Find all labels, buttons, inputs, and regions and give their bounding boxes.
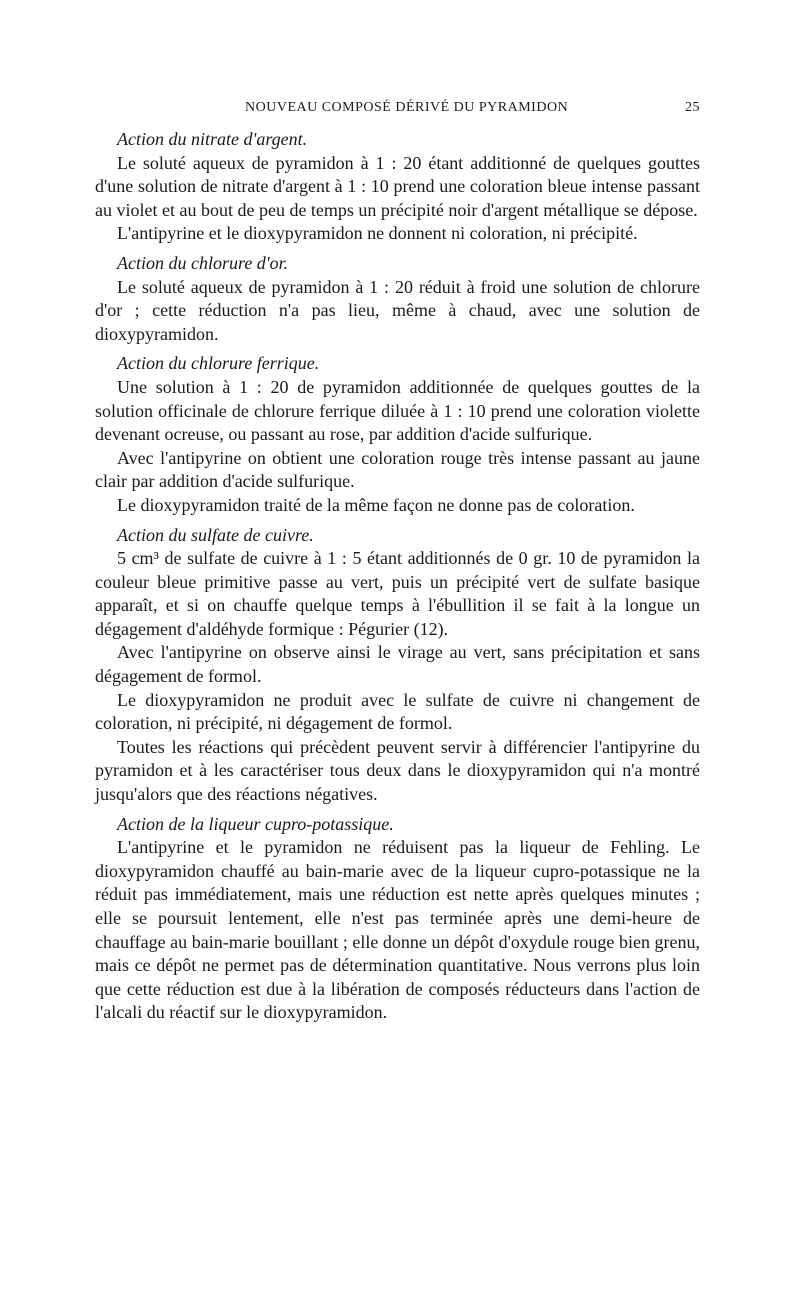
section-heading-chlorure-ferrique: Action du chlorure ferrique. (117, 353, 320, 374)
paragraph: 5 cm³ de sulfate de cuivre à 1 : 5 étant additionnés de 0 gr. 10 de pyramidon la couleur bleue primitive passe au vert, puis un précipité vert de sulfate basique apparaît, et si on chauffe quelque temps à l'ébullition il se fait à la longue un dégagement d'aldéhyde formique : Pégurier (12). (95, 548, 700, 639)
section-heading-chlorure-or: Action du chlorure d'or. (117, 252, 289, 273)
paragraph: Toutes les réactions qui précèdent peuvent servir à différencier l'antipyrine du pyramidon et à les caractériser tous deux dans le dioxypyramidon qui n'a montré jusqu'alors que des réactions négatives. (95, 736, 700, 805)
paragraph: Avec l'antipyrine on observe ainsi le virage au vert, sans précipitation et sans dégagement de formol. (95, 642, 700, 687)
section-heading-nitrate: Action du nitrate d'argent. (117, 129, 308, 149)
section-heading-sulfate-cuivre: Action du sulfate de cuivre. (117, 524, 314, 545)
paragraph: Le soluté aqueux de pyramidon à 1 : 20 étant additionné de quelques gouttes d'une solution de nitrate d'argent à 1 : 10 prend une coloration bleue intense passant au violet et au bout de peu de temps un précipité noir d'argent métallique se dépose. (95, 152, 700, 220)
running-head (95, 100, 700, 120)
paragraph: Une solution à 1 : 20 de pyramidon additionnée de quelques gouttes de la solution officinale de chlorure ferrique diluée à 1 : 10 prend une coloration violette devenant ocreuse, ou passant au rose, par addition d'acide sulfurique. (95, 376, 700, 445)
paragraph: L'antipyrine et le pyramidon ne réduisent pas la liqueur de Fehling. Le dioxypyramidon chauffé au bain-marie avec de la liqueur cupro-potassique ne la réduit pas immédiatement, mais une réduction est nette après quelques minutes ; elle se poursuit lentement, elle n'est pas terminée après une demi-heure de chauffage au bain-marie bouillant ; elle donne un dépôt d'oxydule rouge bien grenu, mais ce dépôt ne permet pas de détermination quantitative. Nous verrons plus loin que cette réduction est due à la libération de composés réducteurs dans l'action de l'alcali du réactif sur le dioxypyramidon. (95, 837, 700, 1023)
page-number: 25 (685, 100, 700, 115)
paragraph: Le dioxypyramidon traité de la même façon ne donne pas de coloration. (117, 494, 635, 515)
section-heading-liqueur-cupro-potassique: Action de la liqueur cupro-potassique. (117, 813, 394, 834)
paragraph: L'antipyrine et le dioxypyramidon ne donnent ni coloration, ni précipité. (117, 223, 638, 244)
running-head-title: NOUVEAU COMPOSÉ DÉRIVÉ DU PYRAMIDON (245, 100, 569, 115)
paragraph: Avec l'antipyrine on obtient une coloration rouge très intense passant au jaune clair par addition d'acide sulfurique. (95, 447, 700, 492)
body-text (95, 128, 700, 1025)
paragraph: Le soluté aqueux de pyramidon à 1 : 20 réduit à froid une solution de chlorure d'or ; cette réduction n'a pas lieu, même à chaud, avec une solution de dioxypyramidon. (95, 276, 700, 344)
paragraph: Le dioxypyramidon ne produit avec le sulfate de cuivre ni changement de coloration, ni précipité, ni dégagement de formol. (95, 689, 700, 734)
